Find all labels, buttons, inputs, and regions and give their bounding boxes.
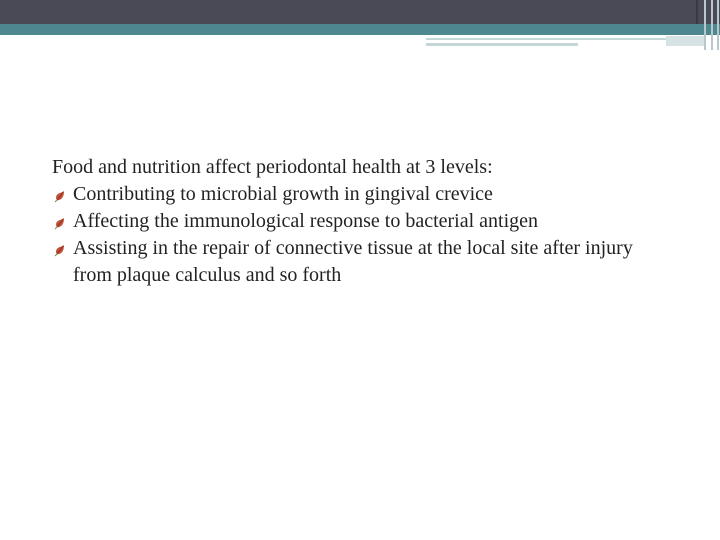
bullet-item: [52, 181, 692, 208]
decorative-stripe: [426, 38, 666, 40]
header-dark-bar: [0, 0, 720, 24]
decorative-vertical-lines: [696, 0, 720, 50]
bullet-item: [52, 235, 692, 289]
header-teal-bar: [0, 24, 720, 35]
bullet-text: Assisting in the repair of connective tissue at the local site after injury from plaque calculus and so forth: [73, 237, 633, 286]
bullet-text: Contributing to microbial growth in gingival crevice: [73, 183, 493, 205]
leaf-bullet-icon: [54, 190, 65, 203]
bullet-item: [52, 208, 692, 235]
slide-body: [52, 154, 692, 289]
bullet-text: Affecting the immunological response to bacterial antigen: [73, 210, 539, 232]
decorative-stripe: [426, 43, 578, 46]
leaf-bullet-icon: [54, 244, 65, 257]
intro-text: Food and nutrition affect periodontal health at 3 levels:: [52, 156, 493, 178]
bullet-list: [52, 181, 692, 289]
leaf-bullet-icon: [54, 217, 65, 230]
